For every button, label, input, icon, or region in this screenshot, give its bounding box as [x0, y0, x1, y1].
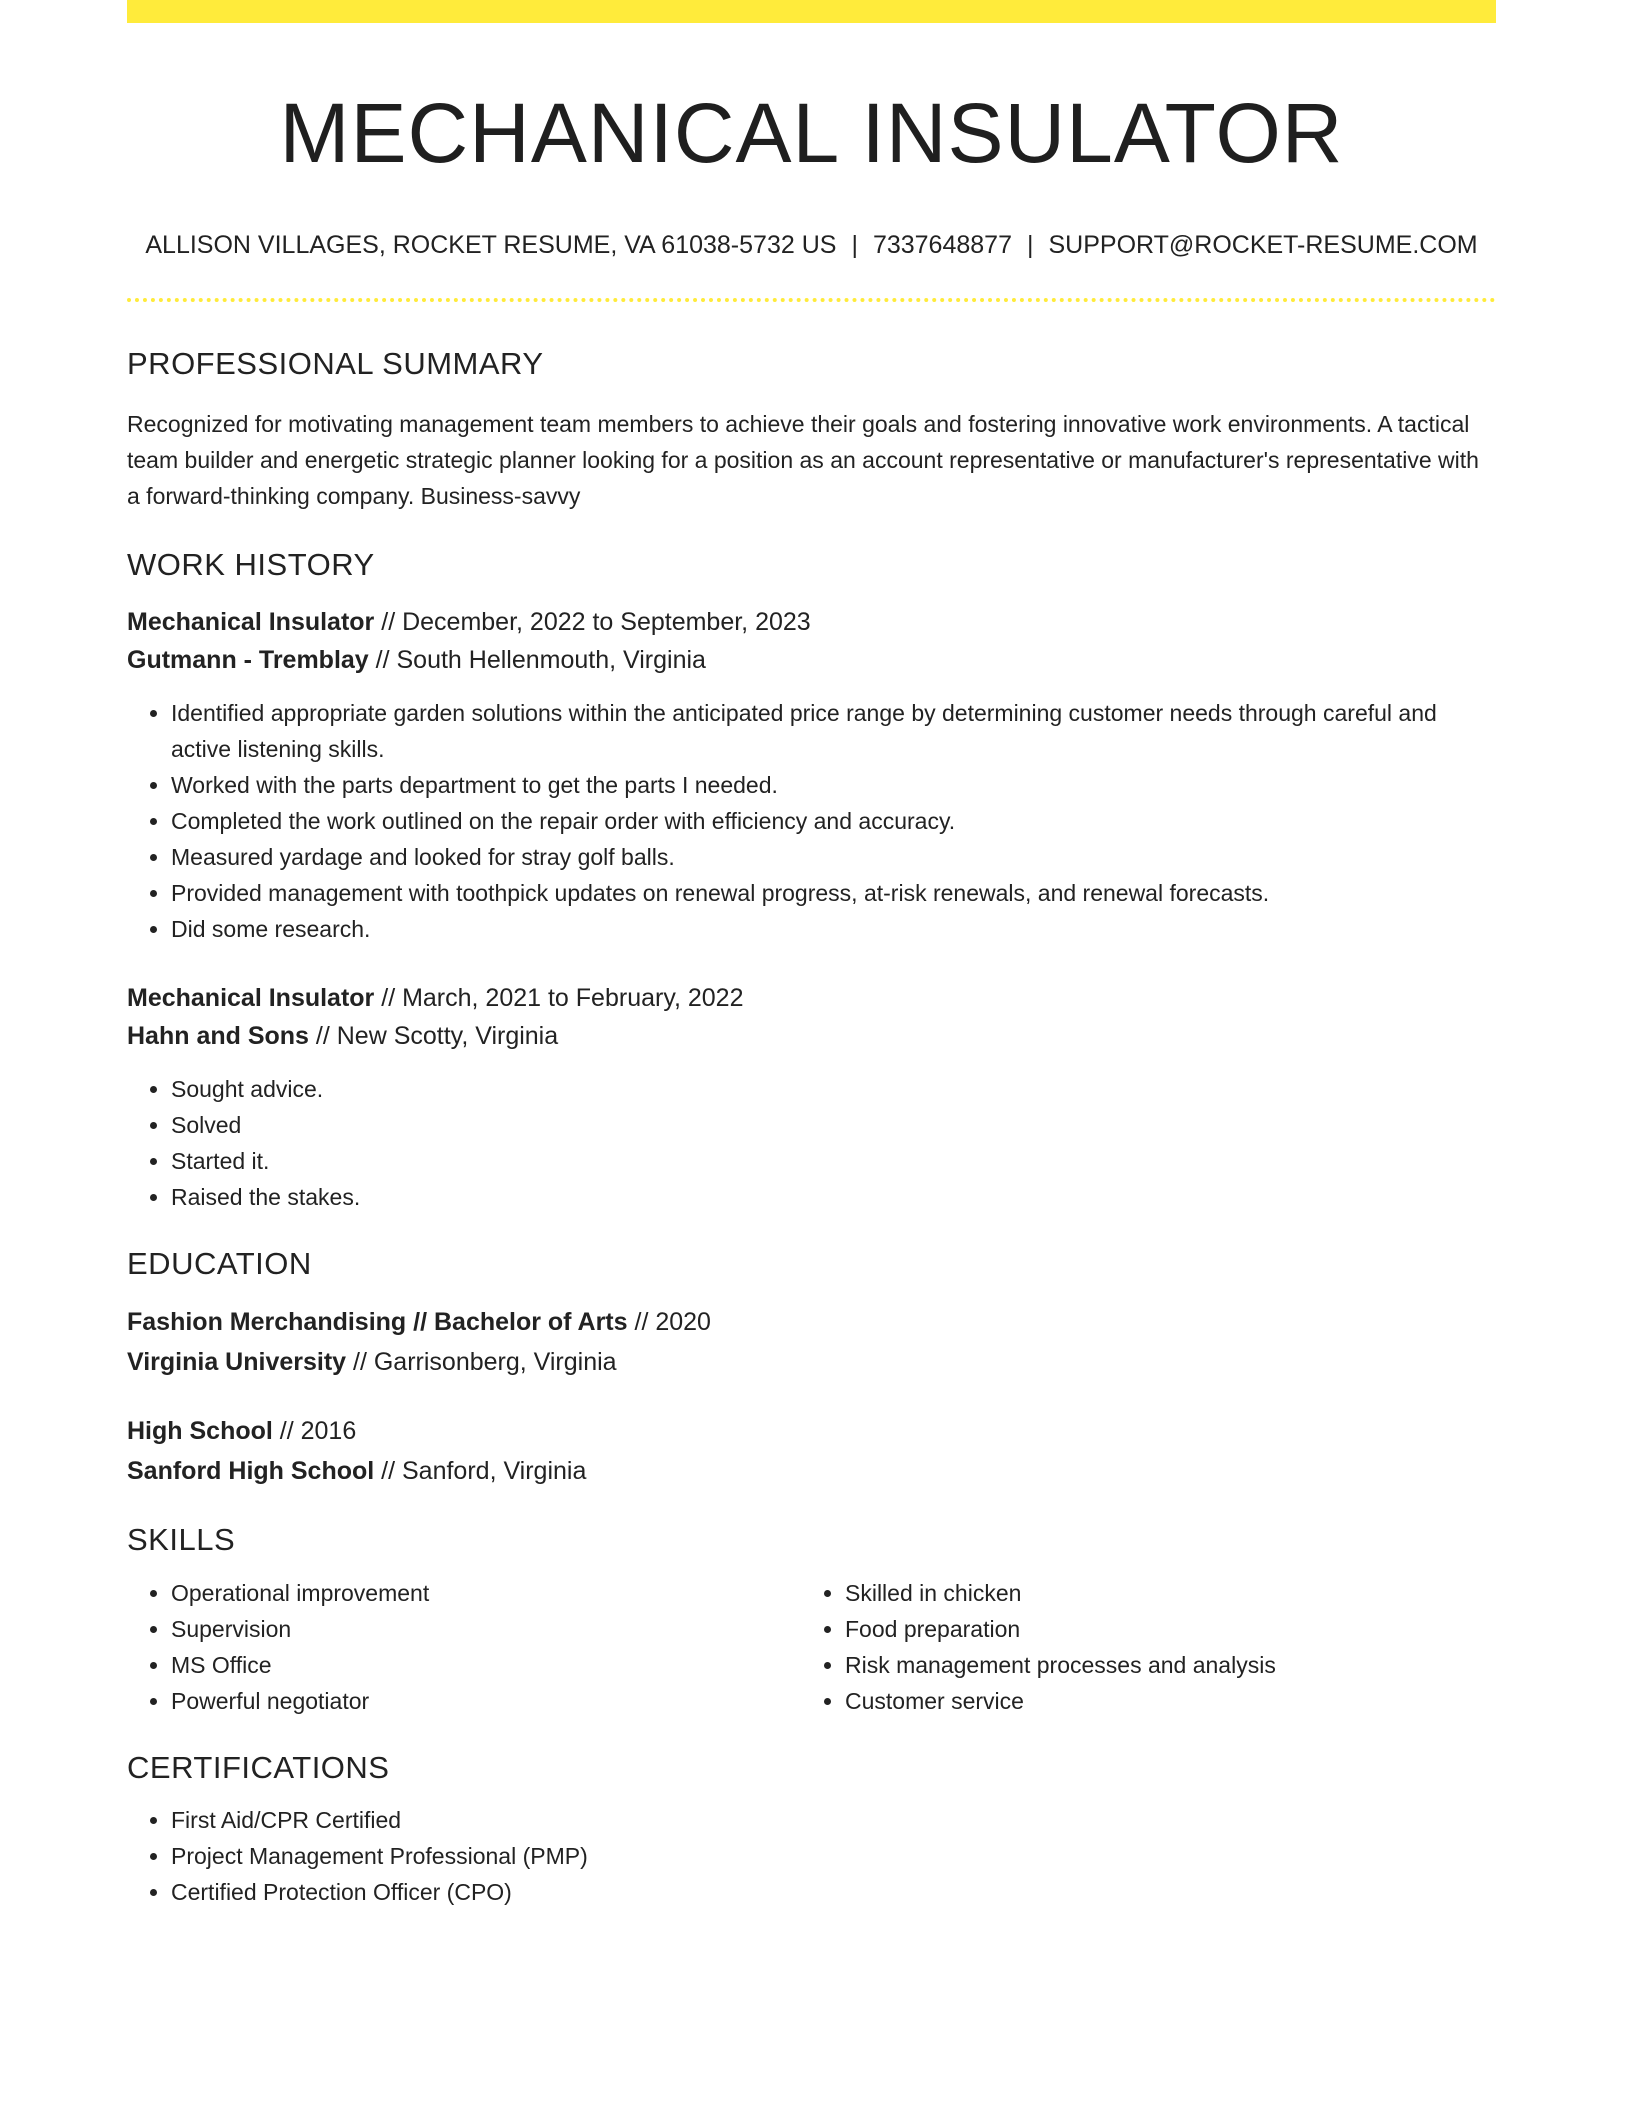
skills-column-right [801, 1575, 1475, 1719]
skills-grid [127, 1575, 1496, 1719]
skill-item: • Supervision [171, 1611, 801, 1647]
job-bullet: • Started it. [171, 1143, 1496, 1179]
job-role: Mechanical Insulator [127, 984, 375, 1013]
skill-item: • Customer service [845, 1683, 1475, 1719]
contact-address: ALLISON VILLAGES, ROCKET RESUME, VA 61038-5732 US [145, 230, 837, 259]
job-company-line [127, 1017, 1496, 1055]
contact-separator: | [1026, 230, 1034, 259]
job-bullet: • Measured yardage and looked for stray golf balls. [171, 839, 1496, 875]
job-title-line [127, 603, 1496, 641]
contact-phone: 7337648877 [872, 230, 1012, 259]
job-role: Mechanical Insulator [127, 608, 375, 637]
contact-separator: | [851, 230, 858, 259]
education-location: // Garrisonberg, Virginia [346, 1348, 617, 1377]
job-bullets [127, 695, 1496, 947]
dotted-divider [127, 298, 1496, 302]
education-heading: EDUCATION [127, 1246, 312, 1282]
skill-item: • MS Office [171, 1647, 801, 1683]
education-degree: High School [127, 1417, 273, 1446]
contact-line [127, 230, 1496, 260]
job-dates: // March, 2021 to February, 2022 [374, 984, 744, 1013]
job-bullets [127, 1071, 1496, 1215]
job-bullet: • Identified appropriate garden solutions within the anticipated price range by determining customer needs through careful and active listening skills. [171, 695, 1496, 767]
job-bullet: • Raised the stakes. [171, 1179, 1496, 1215]
certification-item: • Project Management Professional (PMP) [171, 1838, 1496, 1874]
skills-heading: SKILLS [127, 1522, 236, 1558]
job-company-line [127, 641, 1496, 679]
job-bullet: • Did some research. [171, 911, 1496, 947]
certification-item: • First Aid/CPR Certified [171, 1802, 1496, 1838]
skill-item: • Risk management processes and analysis [845, 1647, 1475, 1683]
job-bullet: • Provided management with toothpick updates on renewal progress, at-risk renewals, and renewal forecasts. [171, 875, 1496, 911]
job-title-line [127, 979, 1496, 1017]
job-location: // South Hellenmouth, Virginia [368, 646, 706, 675]
education-entry [127, 1411, 1496, 1491]
education-school: Virginia University [127, 1348, 347, 1377]
certifications-list [127, 1802, 1496, 1910]
certifications-heading: CERTIFICATIONS [127, 1749, 390, 1785]
job-bullet: • Solved [171, 1107, 1496, 1143]
job-company: Gutmann - Tremblay [127, 646, 369, 675]
summary-text: Recognized for motivating management team members to achieve their goals and fostering innovative work environments. A tactical team builder and energetic strategic planner looking for a position as an account representative or manufacturer's representative with a forward-thinking company. Business-savvy [127, 410, 1479, 509]
resume-page [127, 0, 1496, 1910]
education-school: Sanford High School [127, 1457, 375, 1486]
job-entry [127, 603, 1496, 947]
summary-heading: PROFESSIONAL SUMMARY [127, 345, 544, 381]
education-degree: Fashion Merchandising // Bachelor of Arts [127, 1308, 628, 1337]
education-year: // 2016 [272, 1417, 357, 1446]
education-school-line [127, 1342, 1496, 1382]
job-bullet: • Worked with the parts department to get the parts I needed. [171, 767, 1496, 803]
job-dates: // December, 2022 to September, 2023 [374, 608, 811, 637]
education-entry [127, 1302, 1496, 1382]
job-entry [127, 979, 1496, 1215]
education-year: // 2020 [627, 1308, 711, 1337]
education-school-line [127, 1451, 1496, 1491]
education-location: // Sanford, Virginia [374, 1457, 587, 1486]
work-history-heading: WORK HISTORY [127, 546, 375, 582]
education-degree-line [127, 1411, 1496, 1451]
contact-email: SUPPORT@ROCKET-RESUME.COM [1048, 230, 1478, 259]
resume-title: MECHANICAL INSULATOR [279, 86, 1344, 180]
education-degree-line [127, 1302, 1496, 1342]
certification-item: • Certified Protection Officer (CPO) [171, 1874, 1496, 1910]
skill-item: • Food preparation [845, 1611, 1475, 1647]
skills-column-left [127, 1575, 801, 1719]
job-bullet: • Completed the work outlined on the repair order with efficiency and accuracy. [171, 803, 1496, 839]
job-company: Hahn and Sons [127, 1022, 309, 1051]
skill-item: • Powerful negotiator [171, 1683, 801, 1719]
skill-item: • Operational improvement [171, 1575, 801, 1611]
job-location: // New Scotty, Virginia [308, 1022, 559, 1051]
accent-bar [127, 0, 1496, 23]
job-bullet: • Sought advice. [171, 1071, 1496, 1107]
skill-item: • Skilled in chicken [845, 1575, 1475, 1611]
